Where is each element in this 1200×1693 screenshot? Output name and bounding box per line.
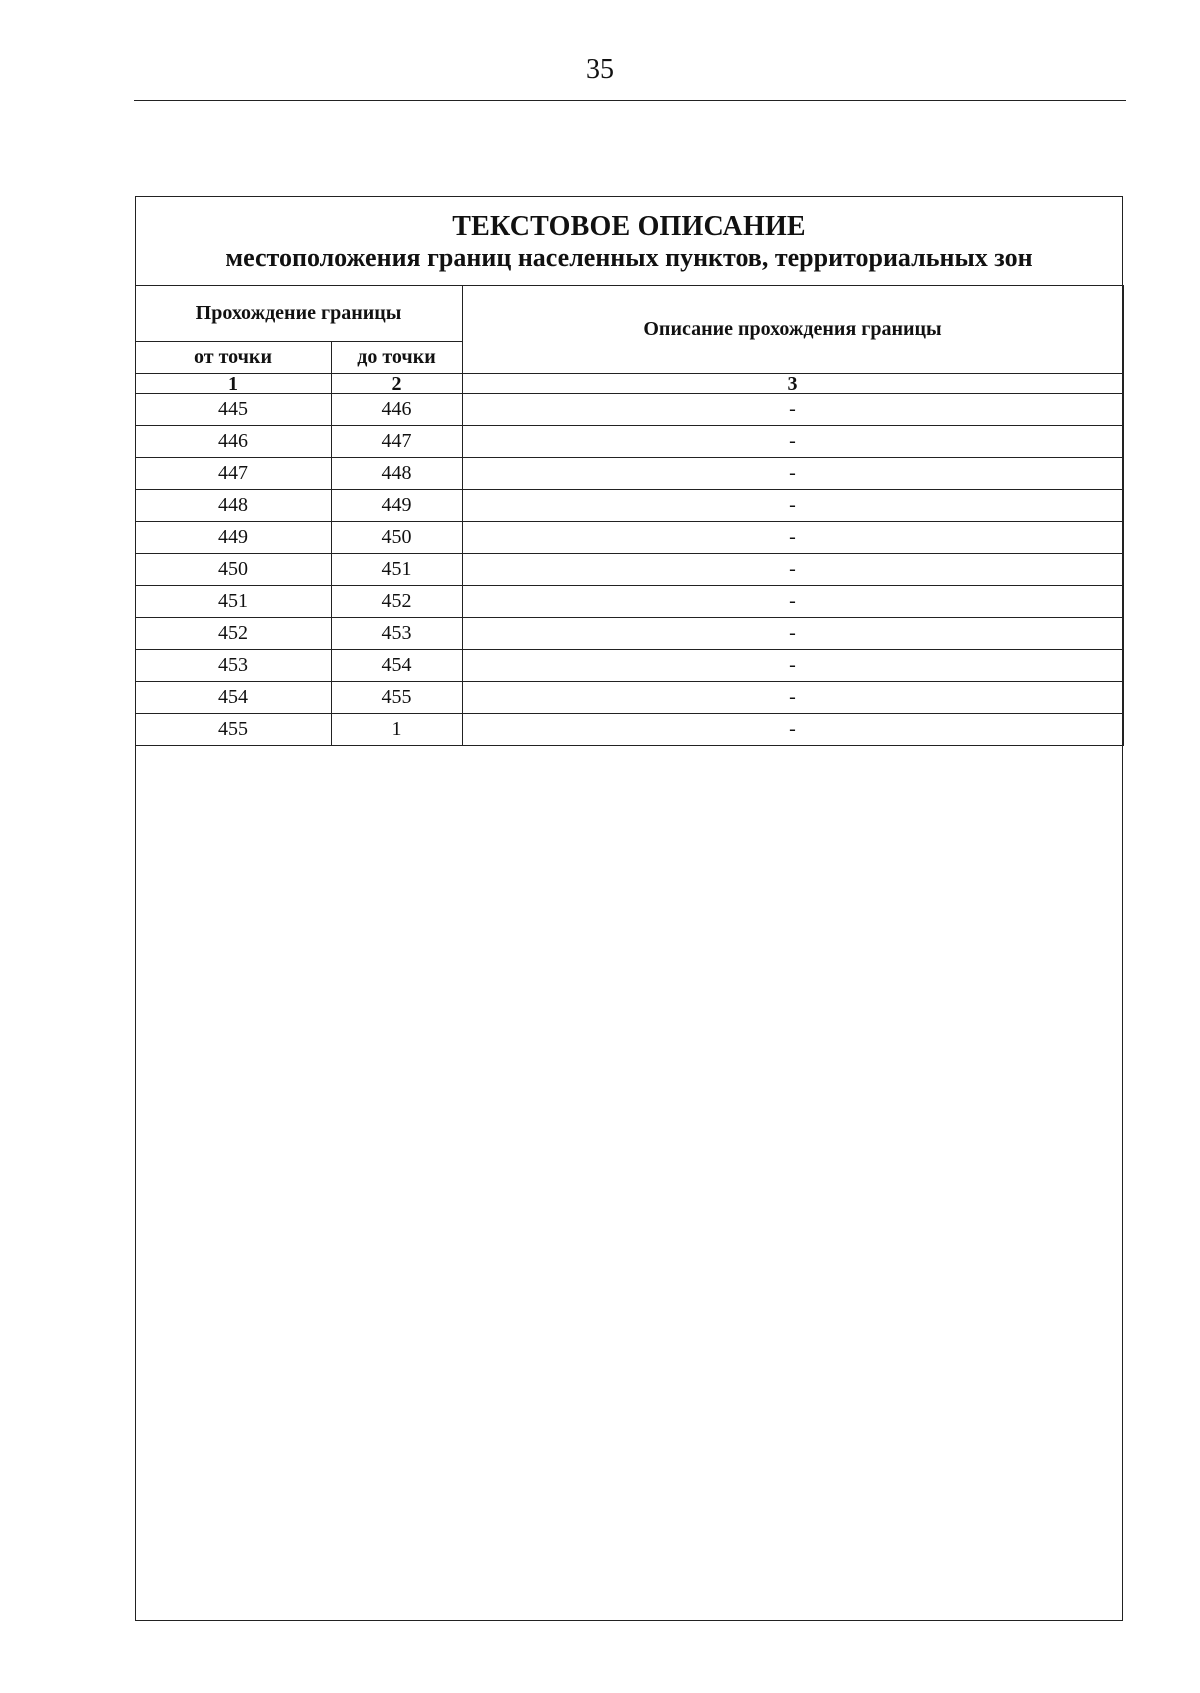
description-header: Описание прохождения границы [462, 286, 1123, 374]
table-row [135, 650, 1123, 682]
description-cell: - [462, 554, 1123, 586]
to-point-cell: 1 [331, 714, 462, 746]
table-row [135, 426, 1123, 458]
from-point-cell: 446 [135, 426, 331, 458]
column-number-2: 2 [331, 374, 462, 394]
to-point-cell: 446 [331, 394, 462, 426]
from-point-cell: 445 [135, 394, 331, 426]
table-row [135, 586, 1123, 618]
document-title: ТЕКСТОВОЕ ОПИСАНИЕ [452, 211, 806, 242]
from-point-cell: 449 [135, 522, 331, 554]
from-point-cell: 448 [135, 490, 331, 522]
table-row [135, 682, 1123, 714]
column-number-3: 3 [462, 374, 1123, 394]
table-header-row [135, 286, 1123, 342]
table-row [135, 522, 1123, 554]
table-row [135, 618, 1123, 650]
table-row [135, 554, 1123, 586]
table-body [135, 394, 1123, 746]
to-point-cell: 450 [331, 522, 462, 554]
description-cell: - [462, 490, 1123, 522]
from-point-cell: 452 [135, 618, 331, 650]
description-cell: - [462, 586, 1123, 618]
from-point-cell: 455 [135, 714, 331, 746]
to-point-cell: 453 [331, 618, 462, 650]
from-point-cell: 453 [135, 650, 331, 682]
to-point-cell: 447 [331, 426, 462, 458]
to-point-cell: 452 [331, 586, 462, 618]
to-point-header: до точки [331, 342, 462, 374]
description-cell: - [462, 714, 1123, 746]
to-point-cell: 454 [331, 650, 462, 682]
description-cell: - [462, 682, 1123, 714]
boundary-passage-header: Прохождение границы [135, 286, 462, 342]
column-number-1: 1 [135, 374, 331, 394]
to-point-cell: 455 [331, 682, 462, 714]
from-point-cell: 450 [135, 554, 331, 586]
to-point-cell: 449 [331, 490, 462, 522]
from-point-cell: 454 [135, 682, 331, 714]
from-point-header: от точки [135, 342, 331, 374]
description-cell: - [462, 650, 1123, 682]
description-cell: - [462, 426, 1123, 458]
document-subtitle: местоположения границ населенных пунктов, территориальных зон [225, 243, 1033, 272]
description-cell: - [462, 618, 1123, 650]
from-point-cell: 451 [135, 586, 331, 618]
from-point-cell: 447 [135, 458, 331, 490]
description-cell: - [462, 458, 1123, 490]
boundary-table [135, 285, 1124, 746]
header-rule [134, 100, 1126, 101]
column-number-row [135, 374, 1123, 394]
to-point-cell: 448 [331, 458, 462, 490]
table-row [135, 458, 1123, 490]
table-row [135, 714, 1123, 746]
description-cell: - [462, 522, 1123, 554]
table-row [135, 490, 1123, 522]
document-frame [135, 196, 1123, 1621]
page-number: 35 [586, 54, 614, 85]
table-row [135, 394, 1123, 426]
to-point-cell: 451 [331, 554, 462, 586]
description-cell: - [462, 394, 1123, 426]
title-block [136, 197, 1122, 286]
